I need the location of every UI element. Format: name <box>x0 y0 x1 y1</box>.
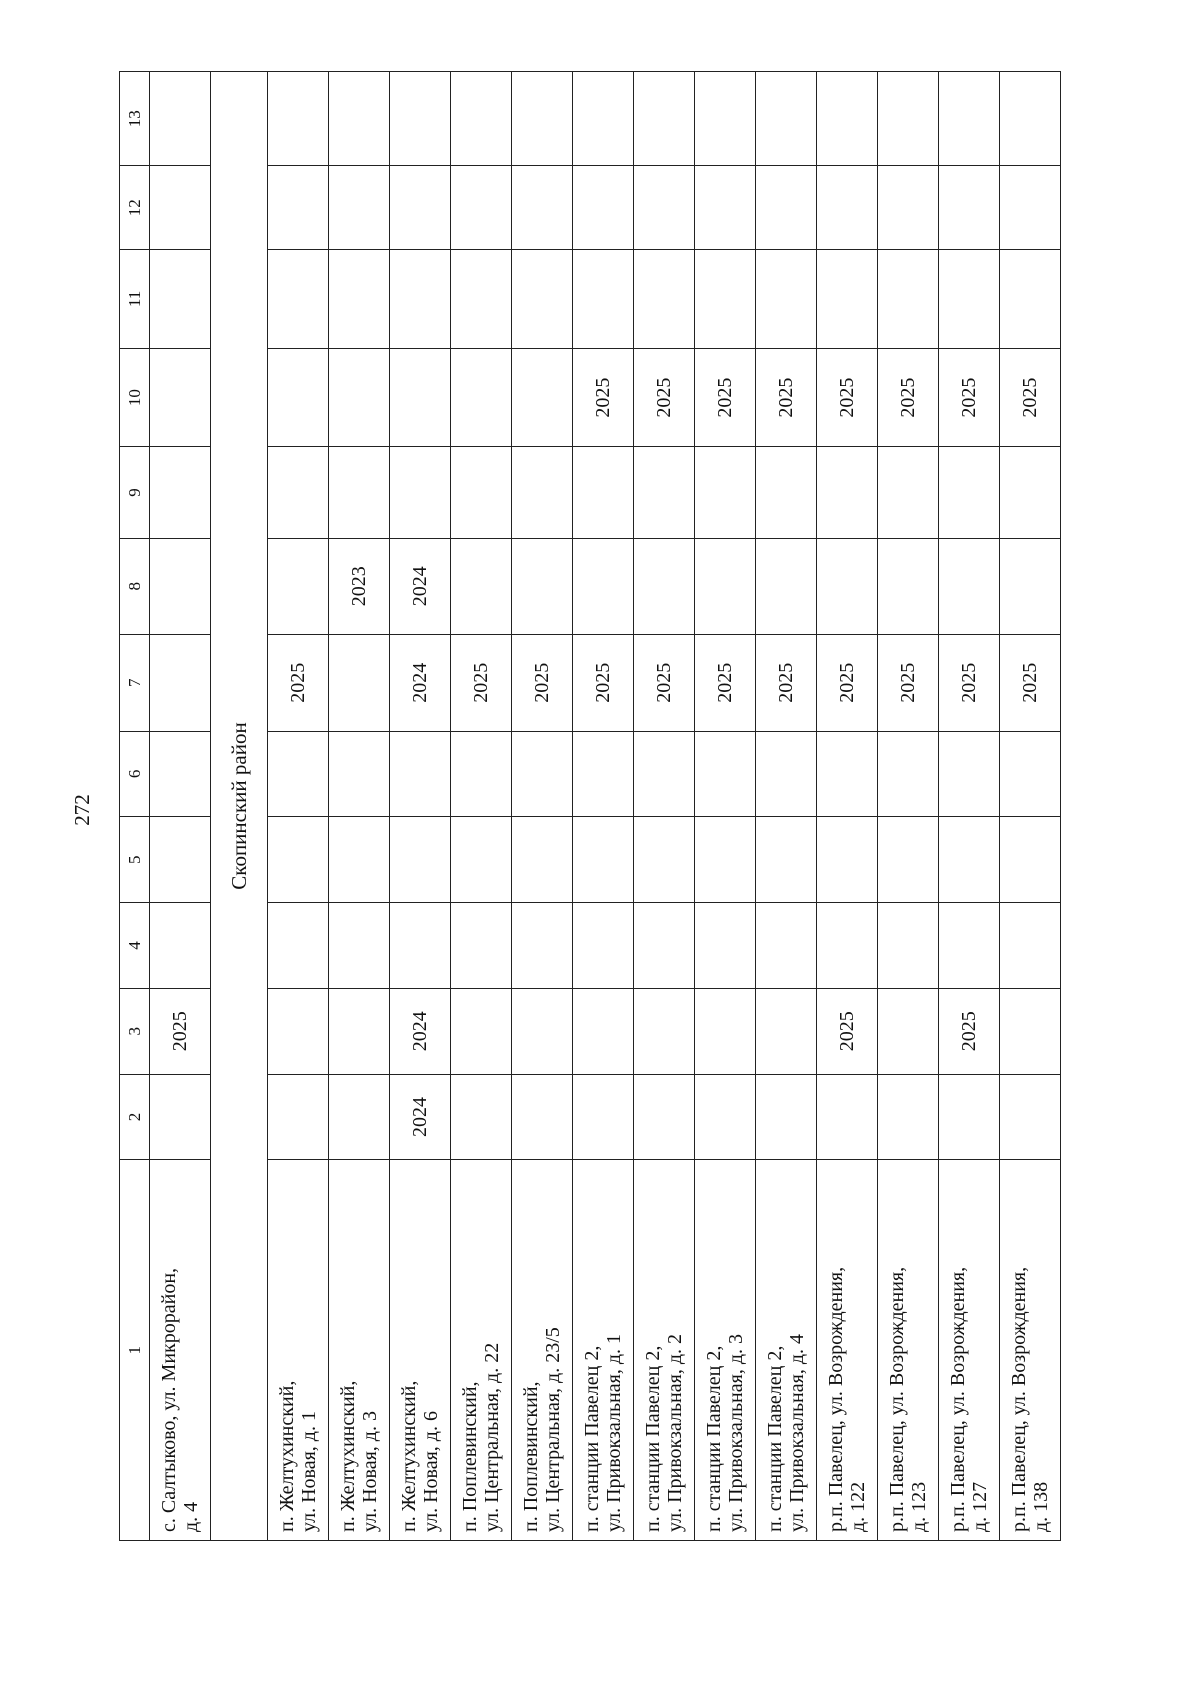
year-cell <box>634 903 695 989</box>
address-line: р.п. Павелец, ул. Возрождения, <box>825 1266 847 1532</box>
year-cell <box>573 447 634 538</box>
col-header: 12 <box>120 166 150 250</box>
year-cell <box>1000 731 1061 817</box>
year-cell <box>695 72 756 166</box>
year-cell <box>329 817 390 903</box>
year-cell <box>878 447 939 538</box>
address-line: с. Салтыково, ул. Микрорайон, <box>158 1267 180 1532</box>
year-cell <box>817 72 878 166</box>
year-cell <box>390 731 451 817</box>
year-cell <box>268 538 329 635</box>
year-cell <box>268 1074 329 1160</box>
year-cell <box>390 72 451 166</box>
year-cell <box>939 72 1000 166</box>
year-cell <box>512 72 573 166</box>
table-row <box>817 72 878 1541</box>
table-row <box>390 72 451 1541</box>
address-cell <box>756 1160 817 1541</box>
address-line: д. 138 <box>1030 1481 1052 1532</box>
housing-schedule-table <box>119 71 1061 1541</box>
year-cell <box>878 731 939 817</box>
year-cell <box>451 166 512 250</box>
year-cell <box>695 447 756 538</box>
address-cell <box>1000 1160 1061 1541</box>
year-cell: 2024 <box>390 988 451 1074</box>
year-cell <box>1000 988 1061 1074</box>
year-cell <box>150 72 211 166</box>
year-cell <box>150 348 211 447</box>
year-cell: 2024 <box>390 538 451 635</box>
year-cell <box>573 1074 634 1160</box>
year-cell <box>878 538 939 635</box>
year-cell <box>150 903 211 989</box>
col-header: 8 <box>120 538 150 635</box>
year-cell <box>878 1074 939 1160</box>
year-cell <box>512 348 573 447</box>
year-cell <box>150 817 211 903</box>
address-line: д. 4 <box>180 1501 202 1532</box>
year-cell <box>329 635 390 732</box>
table-row <box>1000 72 1061 1541</box>
year-cell <box>573 538 634 635</box>
table-row <box>878 72 939 1541</box>
year-cell <box>695 731 756 817</box>
address-line: ул. Привокзальная, д. 2 <box>664 1333 686 1532</box>
year-cell <box>817 447 878 538</box>
year-cell: 2025 <box>573 348 634 447</box>
table-row <box>329 72 390 1541</box>
col-header: 5 <box>120 817 150 903</box>
year-cell: 2025 <box>451 635 512 732</box>
year-cell <box>512 447 573 538</box>
year-cell <box>512 903 573 989</box>
year-cell <box>512 988 573 1074</box>
year-cell <box>268 250 329 349</box>
year-cell <box>634 538 695 635</box>
year-cell <box>390 166 451 250</box>
year-cell <box>939 538 1000 635</box>
year-cell <box>634 988 695 1074</box>
address-cell <box>878 1160 939 1541</box>
year-cell <box>634 250 695 349</box>
year-cell <box>756 447 817 538</box>
year-cell <box>1000 1074 1061 1160</box>
year-cell <box>939 250 1000 349</box>
year-cell <box>634 447 695 538</box>
table-row <box>573 72 634 1541</box>
year-cell <box>150 731 211 817</box>
year-cell <box>695 988 756 1074</box>
table-row <box>634 72 695 1541</box>
year-cell <box>756 250 817 349</box>
year-cell <box>817 538 878 635</box>
address-line: ул. Привокзальная, д. 4 <box>786 1333 808 1532</box>
year-cell <box>329 731 390 817</box>
table-row <box>150 72 211 1541</box>
address-cell <box>695 1160 756 1541</box>
table-row <box>756 72 817 1541</box>
col-header: 3 <box>120 988 150 1074</box>
address-line: р.п. Павелец, ул. Возрождения, <box>886 1266 908 1532</box>
year-cell <box>573 731 634 817</box>
year-cell: 2025 <box>512 635 573 732</box>
year-cell <box>451 72 512 166</box>
address-line: ул. Новая, д. 6 <box>420 1411 442 1532</box>
year-cell <box>150 166 211 250</box>
address-cell <box>451 1160 512 1541</box>
year-cell <box>451 817 512 903</box>
address-line: д. 127 <box>969 1481 991 1532</box>
address-line: ул. Центральная, д. 23/5 <box>542 1327 564 1532</box>
year-cell: 2025 <box>1000 348 1061 447</box>
year-cell <box>878 166 939 250</box>
table-row <box>451 72 512 1541</box>
year-cell <box>451 348 512 447</box>
region-header-row <box>211 72 268 1541</box>
year-cell: 2025 <box>695 635 756 732</box>
year-cell <box>451 538 512 635</box>
year-cell <box>878 817 939 903</box>
col-header: 11 <box>120 250 150 349</box>
year-cell <box>512 250 573 349</box>
year-cell <box>756 903 817 989</box>
year-cell: 2025 <box>939 635 1000 732</box>
year-cell <box>150 538 211 635</box>
year-cell <box>1000 817 1061 903</box>
year-cell: 2025 <box>817 348 878 447</box>
year-cell <box>634 166 695 250</box>
year-cell <box>390 817 451 903</box>
year-cell <box>329 166 390 250</box>
year-cell <box>512 1074 573 1160</box>
year-cell <box>817 250 878 349</box>
year-cell <box>573 903 634 989</box>
address-line: ул. Новая, д. 3 <box>359 1411 381 1532</box>
year-cell <box>1000 447 1061 538</box>
year-cell <box>268 72 329 166</box>
col-header: 2 <box>120 1074 150 1160</box>
year-cell <box>756 731 817 817</box>
column-number-row <box>120 72 150 1541</box>
address-line: п. Поплевинский, <box>459 1381 481 1532</box>
table-row <box>939 72 1000 1541</box>
year-cell: 2025 <box>268 635 329 732</box>
year-cell <box>329 1074 390 1160</box>
address-line: д. 122 <box>847 1481 869 1532</box>
address-line: п. Желтухинский, <box>337 1380 359 1532</box>
year-cell <box>150 635 211 732</box>
year-cell <box>451 903 512 989</box>
address-cell <box>939 1160 1000 1541</box>
year-cell <box>939 731 1000 817</box>
col-header: 6 <box>120 731 150 817</box>
year-cell <box>939 903 1000 989</box>
year-cell <box>451 250 512 349</box>
year-cell <box>268 166 329 250</box>
address-line: п. станции Павелец 2, <box>581 1345 603 1532</box>
year-cell <box>695 166 756 250</box>
address-line: п. станции Павелец 2, <box>703 1345 725 1532</box>
year-cell <box>573 72 634 166</box>
year-cell: 2025 <box>756 348 817 447</box>
year-cell: 2025 <box>878 348 939 447</box>
year-cell: 2024 <box>390 635 451 732</box>
year-cell <box>634 72 695 166</box>
year-cell <box>695 1074 756 1160</box>
year-cell <box>390 903 451 989</box>
year-cell: 2025 <box>573 635 634 732</box>
year-cell <box>451 1074 512 1160</box>
table-row <box>695 72 756 1541</box>
year-cell <box>329 250 390 349</box>
year-cell <box>756 1074 817 1160</box>
year-cell <box>1000 538 1061 635</box>
year-cell <box>939 447 1000 538</box>
year-cell <box>329 447 390 538</box>
year-cell <box>817 1074 878 1160</box>
year-cell: 2025 <box>817 988 878 1074</box>
year-cell: 2025 <box>695 348 756 447</box>
year-cell <box>939 1074 1000 1160</box>
rotated-table-container <box>119 71 1052 1541</box>
year-cell <box>390 348 451 447</box>
col-header: 10 <box>120 348 150 447</box>
address-line: р.п. Павелец, ул. Возрождения, <box>1008 1266 1030 1532</box>
year-cell: 2025 <box>150 988 211 1074</box>
year-cell: 2025 <box>756 635 817 732</box>
year-cell <box>150 1074 211 1160</box>
year-cell <box>573 250 634 349</box>
col-header: 1 <box>120 1160 150 1541</box>
address-line: ул. Новая, д. 1 <box>298 1411 320 1532</box>
year-cell: 2025 <box>634 635 695 732</box>
year-cell <box>390 250 451 349</box>
address-cell <box>512 1160 573 1541</box>
year-cell <box>150 250 211 349</box>
col-header: 13 <box>120 72 150 166</box>
year-cell <box>817 817 878 903</box>
year-cell <box>756 72 817 166</box>
year-cell <box>268 903 329 989</box>
year-cell <box>695 538 756 635</box>
year-cell: 2025 <box>939 988 1000 1074</box>
year-cell <box>329 72 390 166</box>
year-cell <box>329 903 390 989</box>
year-cell <box>817 903 878 989</box>
year-cell <box>634 731 695 817</box>
address-line: ул. Центральная, д. 22 <box>481 1342 503 1532</box>
address-cell <box>329 1160 390 1541</box>
col-header: 7 <box>120 635 150 732</box>
year-cell <box>512 538 573 635</box>
year-cell <box>1000 250 1061 349</box>
year-cell <box>268 731 329 817</box>
year-cell <box>878 903 939 989</box>
year-cell <box>634 817 695 903</box>
year-cell: 2025 <box>817 635 878 732</box>
year-cell <box>268 447 329 538</box>
address-line: ул. Привокзальная, д. 1 <box>603 1333 625 1532</box>
year-cell <box>695 817 756 903</box>
address-cell <box>573 1160 634 1541</box>
year-cell <box>817 731 878 817</box>
year-cell <box>878 250 939 349</box>
year-cell <box>329 348 390 447</box>
year-cell <box>512 731 573 817</box>
year-cell <box>756 817 817 903</box>
year-cell: 2025 <box>939 348 1000 447</box>
year-cell <box>390 447 451 538</box>
year-cell <box>451 447 512 538</box>
year-cell: 2025 <box>878 635 939 732</box>
address-line: п. станции Павелец 2, <box>642 1345 664 1532</box>
address-line: п. Поплевинский, <box>520 1381 542 1532</box>
year-cell: 2025 <box>1000 635 1061 732</box>
table-row <box>512 72 573 1541</box>
year-cell <box>512 817 573 903</box>
address-line: п. Желтухинский, <box>276 1380 298 1532</box>
year-cell <box>573 166 634 250</box>
year-cell <box>817 166 878 250</box>
year-cell <box>268 817 329 903</box>
year-cell <box>939 817 1000 903</box>
year-cell <box>451 731 512 817</box>
address-line: р.п. Павелец, ул. Возрождения, <box>947 1266 969 1532</box>
year-cell <box>695 903 756 989</box>
year-cell <box>268 348 329 447</box>
col-header: 9 <box>120 447 150 538</box>
year-cell <box>939 166 1000 250</box>
address-cell <box>150 1160 211 1541</box>
year-cell <box>150 447 211 538</box>
year-cell <box>878 72 939 166</box>
address-cell <box>634 1160 695 1541</box>
address-line: ул. Привокзальная, д. 3 <box>725 1333 747 1532</box>
address-cell <box>817 1160 878 1541</box>
year-cell <box>695 250 756 349</box>
col-header: 4 <box>120 903 150 989</box>
year-cell <box>268 988 329 1074</box>
year-cell <box>573 817 634 903</box>
year-cell <box>1000 903 1061 989</box>
year-cell <box>329 988 390 1074</box>
year-cell <box>1000 166 1061 250</box>
year-cell <box>756 988 817 1074</box>
table-body <box>120 72 1061 1541</box>
year-cell <box>878 988 939 1074</box>
year-cell: 2024 <box>390 1074 451 1160</box>
page-number: 272 <box>69 794 94 826</box>
year-cell <box>1000 72 1061 166</box>
address-line: п. станции Павелец 2, <box>764 1345 786 1532</box>
address-cell <box>268 1160 329 1541</box>
address-cell <box>390 1160 451 1541</box>
year-cell <box>573 988 634 1074</box>
address-line: д. 123 <box>908 1481 930 1532</box>
table-row <box>268 72 329 1541</box>
year-cell <box>512 166 573 250</box>
year-cell <box>756 166 817 250</box>
year-cell: 2023 <box>329 538 390 635</box>
year-cell <box>451 988 512 1074</box>
year-cell <box>756 538 817 635</box>
year-cell <box>634 1074 695 1160</box>
address-line: п. Желтухинский, <box>398 1380 420 1532</box>
region-label: Скопинский район <box>211 72 268 1541</box>
year-cell: 2025 <box>634 348 695 447</box>
